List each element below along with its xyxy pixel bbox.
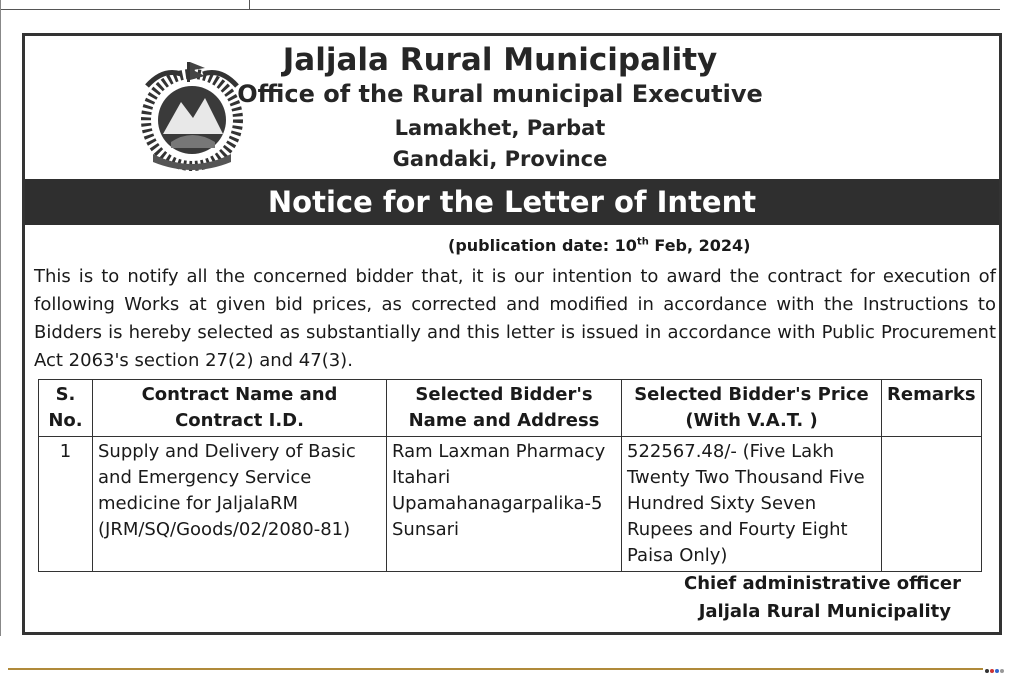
municipality-title: Jaljala Rural Municipality [282, 42, 718, 78]
cell-sno: 1 [39, 437, 93, 572]
province-text: Gandaki, Province [392, 147, 608, 171]
top-divider-tick [249, 0, 250, 9]
bid-table [38, 379, 982, 572]
pubdate-superscript: th [636, 236, 649, 248]
bottom-divider [8, 668, 983, 670]
table-row [39, 437, 982, 572]
notice-box [22, 33, 1002, 635]
table-header-row [39, 380, 982, 437]
cell-bidder: Ram Laxman Pharmacy Itahari Upamahanagarpalika-5 Sunsari [387, 437, 622, 572]
location-text: Lamakhet, Parbat [394, 116, 606, 140]
office-title: Office of the Rural municipal Executive [237, 80, 763, 108]
col-remarks-header: Remarks [882, 380, 982, 437]
top-divider [0, 9, 1000, 10]
left-divider [0, 0, 1, 636]
notice-title-banner: Notice for the Letter of Intent [25, 179, 999, 225]
publication-date [448, 236, 751, 255]
color-dots [985, 666, 1005, 675]
signatory-org: Jaljala Rural Municipality [698, 601, 951, 622]
pubdate-prefix: (publication date: 10 [448, 236, 637, 255]
signatory-title: Chief administrative officer [684, 573, 961, 594]
col-bidder-header: Selected Bidder's Name and Address [387, 380, 622, 437]
col-price-header: Selected Bidder's Price (With V.A.T. ) [622, 380, 882, 437]
pubdate-suffix: Feb, 2024) [648, 236, 751, 255]
cell-contract: Supply and Delivery of Basic and Emergency Service medicine for JaljalaRM (JRM/SQ/Goods/02/2080-81) [93, 437, 387, 572]
notice-paragraph: This is to notify all the concerned bidder that, it is our intention to award the contract for execution of following Works at given bid prices, as corrected and modified in accordance with the Instructions to Bidders is hereby selected as substantially and this letter is issued in accordance with Public Procurement Act 2063's section 27(2) and 47(3). [34, 266, 996, 371]
col-contract-header: Contract Name and Contract I.D. [93, 380, 387, 437]
col-sno-header: S. No. [39, 380, 93, 437]
cell-remarks [882, 437, 982, 572]
cell-price: 522567.48/- (Five Lakh Twenty Two Thousand Five Hundred Sixty Seven Rupees and Fourty Eight Paisa Only) [622, 437, 882, 572]
